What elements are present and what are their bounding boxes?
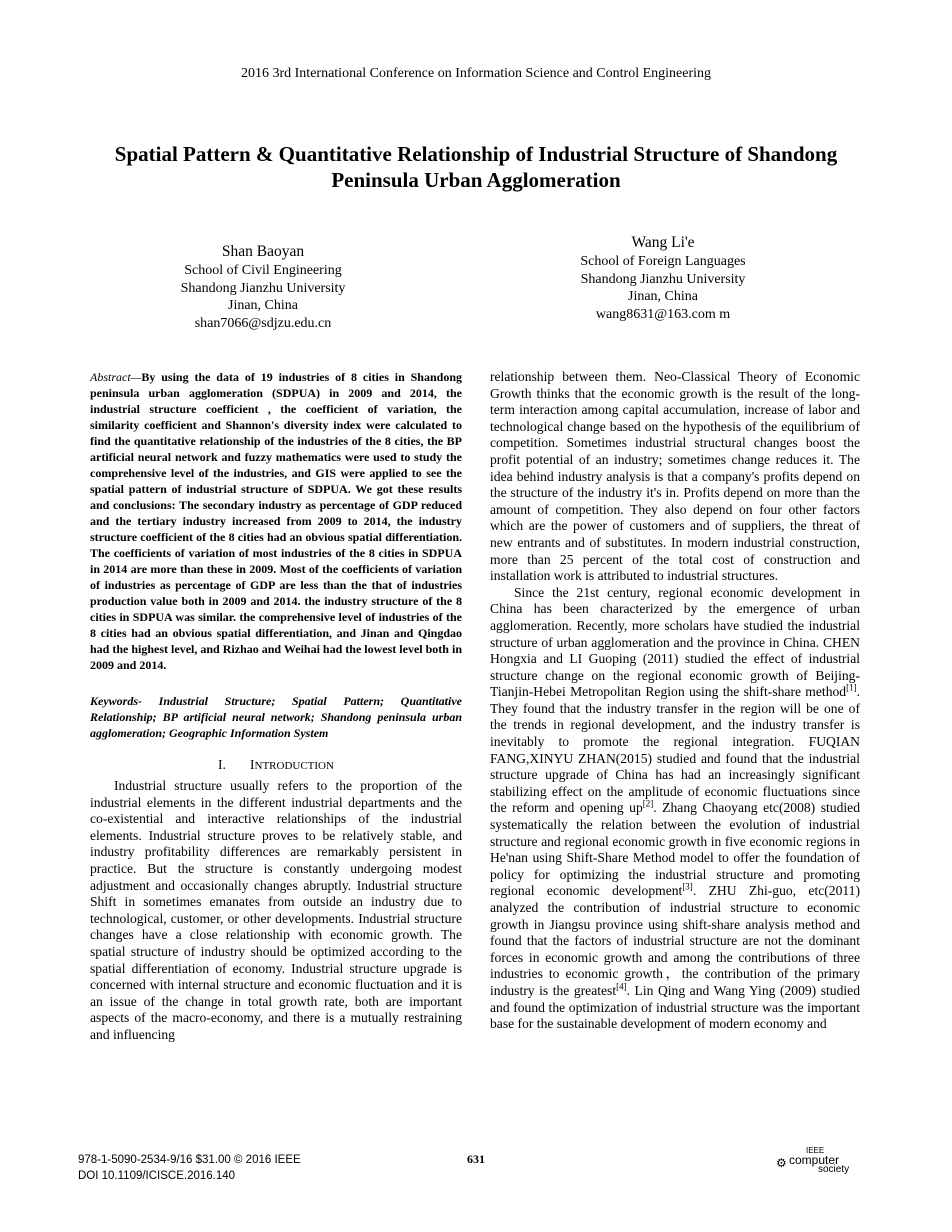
text-segment: . They found that the industry transfer in the region will be one of the trends in regional development, and the industry transfer is inevitably to promote the regional integration. FUQIAN FANG,XINYU ZHAN(2015) studied and found that the industrial structure upgrade of China has had an increasingly significant stabilizing effect on the amplitude of economic fluctuations since the reform and opening up [490, 684, 860, 816]
abstract-text: By using the data of 19 industries of 8 cities in Shandong peninsula urban agglomeration (SDPUA) in 2009 and 2014, the industrial structure coefficient , the coefficient of variation, the similarity coefficient and Shannon's diversity index were calculated to find the quantitative relationship of the industries of the 8 cities, the BP artificial neural network and fuzzy mathematics were used to study the comprehensive level of the industries, and GIS were applied to see the spatial pattern of industrial structure of SDPUA. We got these results and conclusions: The secondary industry as percentage of GDP reduced and the tertiary industry increased from 2009 to 2014, the industry structure coefficient of the 8 cities had an obvious spatial differentiation. The coefficients of variation of most industries of the 8 cities in SDPUA in 2014 are more than these in 2009. Most of the coefficients of variation of industries as percentage of GDP are less than the that of industries production value both in 2009 and 2014. the industry structure of the 8 cities in SDPUA was similar. the comprehensive level of industries of the 8 cities had an obvious spatial differentiation, and Jinan and Qingdao had the highest level, and Rizhao and Weihai had the lowest level both in 2009 and 2014. [90, 370, 462, 672]
left-column [90, 369, 462, 1044]
conference-header: 2016 3rd International Conference on Information Science and Control Engineering [240, 66, 712, 81]
citation-2[interactable]: [2] [642, 798, 654, 809]
footer-isbn: 978-1-5090-2534-9/16 $31.00 © 2016 IEEE [78, 1154, 301, 1166]
author-block-2 [533, 233, 793, 323]
title-line-2: Peninsula Urban Agglomeration [331, 168, 621, 192]
author-university: Shandong Jianzhu University [180, 280, 346, 296]
author-department: School of Foreign Languages [580, 254, 746, 269]
section-number: I. [218, 757, 226, 772]
footer-doi: DOI 10.1109/ICISCE.2016.140 [78, 1170, 236, 1182]
right-column [490, 369, 860, 1033]
footer-publication-info [78, 1152, 301, 1184]
section-title-rest: NTRODUCTION [254, 760, 334, 772]
author-email: shan7066@sdjzu.edu.cn [194, 315, 332, 331]
paper-title [80, 141, 872, 193]
title-line-1: Spatial Pattern & Quantitative Relationship of Industrial Structure of Shandong [114, 142, 838, 166]
text-segment: Since the 21st century, regional economic development in China has been characterized by the emergence of urban agglomeration. Recently, more scholars have studied the industrial structure of urban agglomeration and the province in China. CHEN Hongxia and LI Guoping (2011) studied the effect of industrial structure change on the regional economic growth of Beijing-Tianjin-Hebei Metropolitan Region using the shift-share method [490, 584, 860, 700]
abstract [90, 369, 462, 673]
author-location: Jinan, China [228, 298, 298, 313]
abstract-dash: — [130, 370, 142, 384]
author-email: wang8631@163.com m [595, 306, 731, 322]
citation-1[interactable]: [1] [846, 682, 857, 693]
page-number: 631 [467, 1152, 485, 1166]
abstract-lead: Abstract [90, 370, 131, 384]
keywords: Keywords- Industrial Structure; Spatial Pattern; Quantitative Relationship; BP artificial neural network; Shandong peninsula urban agglomeration; Geographic Information System [90, 694, 462, 740]
body-paragraph-2 [490, 585, 860, 1033]
logo-line-2: computer [789, 1153, 840, 1167]
text-segment: . ZHU Zhi-guo, etc(2011) analyzed the contribution of industrial structure to economic growth in Jiangsu province using shift-share analysis method and found that the factors of industrial structure are not the dominant forces in economic growth and among the contributions of three industries to economic growth，the contribution of the primary industry is the greatest [490, 883, 860, 998]
author-block-1 [133, 242, 393, 332]
logo-line-3: society [818, 1164, 850, 1175]
body-paragraph-1: Industrial structure usually refers to the proportion of the industrial elements in the different industrial departments and the co-existential and interactive relationships of the industrial elements. Industrial structure proves to be relatively stable, and industry profitability differences are remarkably persistent in practice. But the structure is constantly undergoing modest adjustment and occasionally changes abruptly. Industrial structure Shift in sometimes emanates from outside an industry due to technological, customer, or other developments. Industrial structure changes have a close relationship with economic growth. The spatial structure of industry should be optimized according to the spatial differentiation of economy. Industrial structure upgrade is concerned with internal structure and economic fluctuation and it is an issue of the change in total growth rate, both are important aspects of the macro-economy, and there is a mutually restraining and influencing [90, 778, 462, 1042]
section-title-first: I [249, 757, 255, 772]
logo-line-1: IEEE [806, 1146, 825, 1155]
citation-4[interactable]: [4] [616, 981, 627, 992]
author-university: Shandong Jianzhu University [580, 271, 746, 287]
author-name: Wang Li'e [631, 234, 695, 251]
body-paragraph-continued: relationship between them. Neo-Classical Theory of Economic Growth thinks that the economic growth is the result of the long-term interaction among capital accumulation, increase of labor and technological change based on the hypothesis of the equilibrium of competition. Sometimes industrial structural changes boost the profit potential of an industry; sometimes change reduces it. The idea behind industry analysis is that a company's profits depend on the structure of the industry it's in. Profits depend on more than the amount of competition. They also depend on four other factors which are the power of customers and of suppliers, the threat of new entrants and of substitutes. In modern industrial construction, more than 25 percent of the total cost of construction and installation work is attributed to industrial structures. [490, 369, 860, 584]
author-location: Jinan, China [628, 289, 698, 304]
author-name: Shan Baoyan [221, 243, 305, 260]
logo-mark-icon: ⚙ [776, 1156, 787, 1170]
author-department: School of Civil Engineering [184, 263, 342, 278]
text-segment: . Zhang Chaoyang etc(2008) studied systematically the relation between the evolution of industrial structure and regional economic growth in five economic regions in He'nan using Shift-Share Method model to offer the foundation of policy for optimizing the industrial structure and promoting regional economic development [490, 800, 860, 899]
ieee-computer-society-logo [776, 1146, 866, 1176]
text-segment: . Lin Qing and Wang Ying (2009) studied and found the optimization of industrial structure was the important base for the sustainable development of modern economy and [490, 982, 860, 1032]
section-heading-introduction [90, 757, 462, 774]
citation-3[interactable]: [3] [682, 881, 693, 892]
